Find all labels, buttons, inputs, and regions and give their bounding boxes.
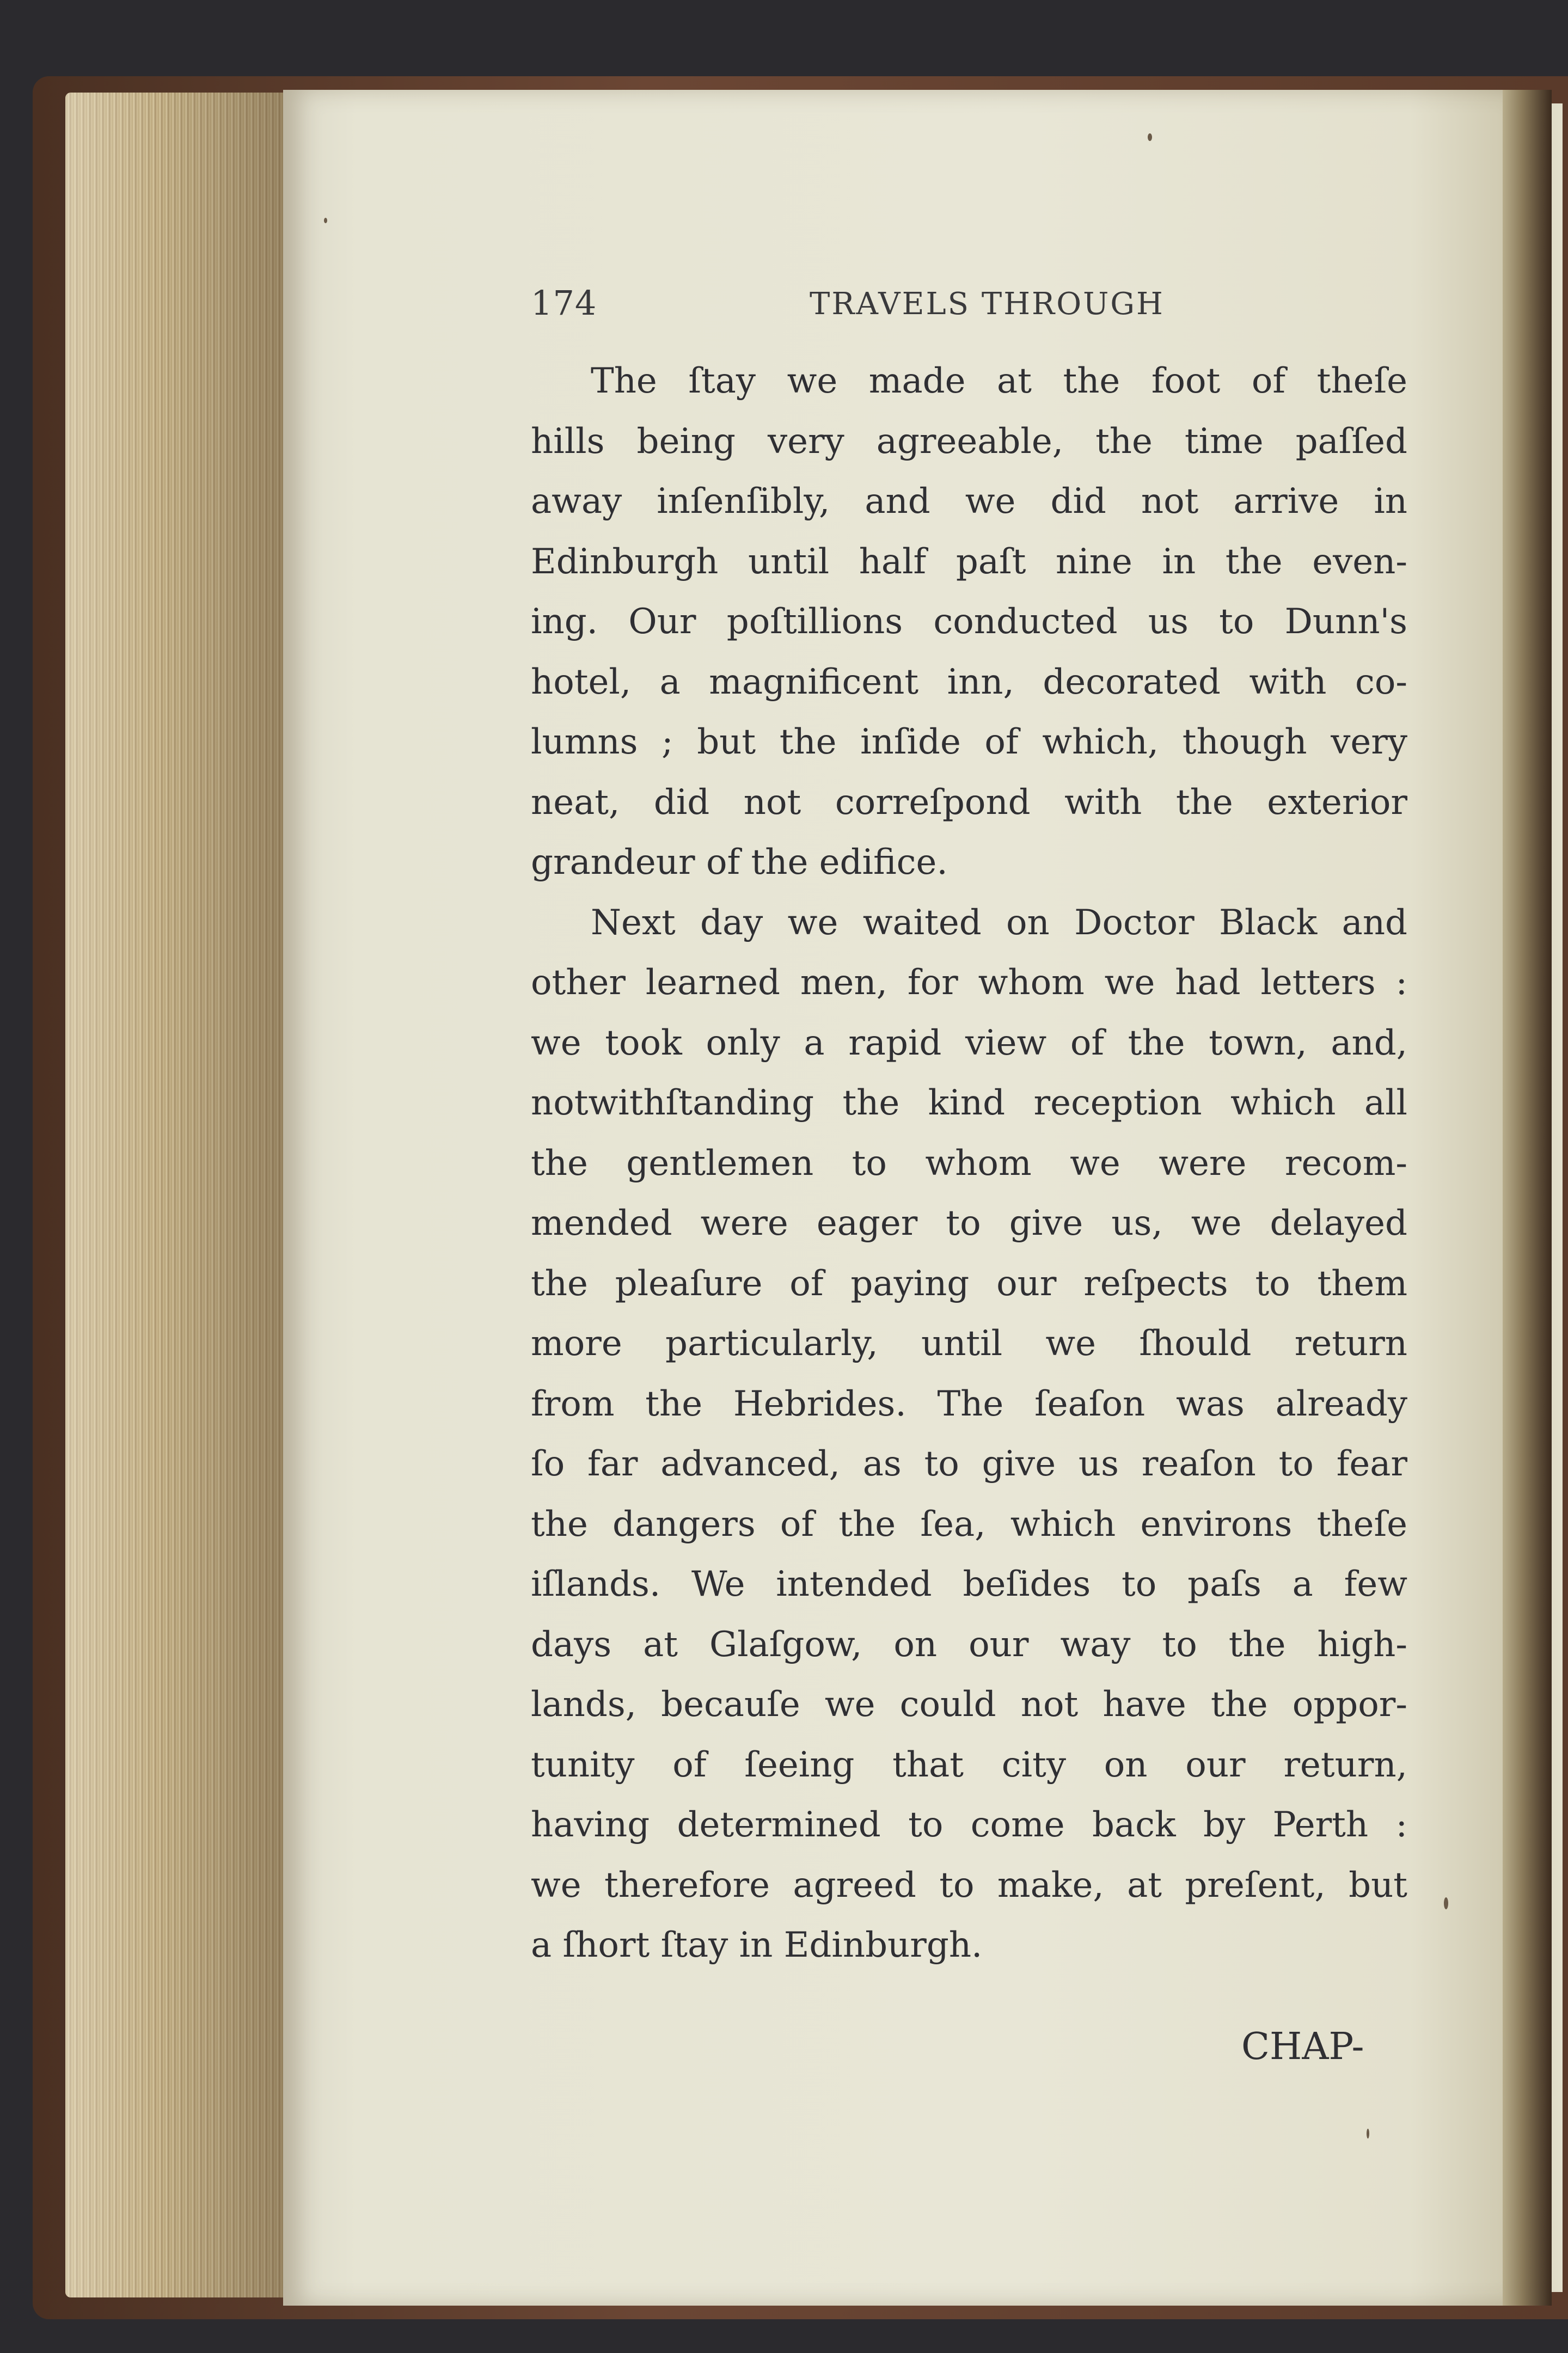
paper-speck xyxy=(1148,133,1152,141)
text-line: tunity of ſeeing that city on our return, xyxy=(531,1744,1407,1785)
text-line: lands, becauſe we could not have the oppor- xyxy=(531,1684,1407,1725)
text-line: Edinburgh until half paſt nine in the even- xyxy=(531,541,1407,582)
text-line: ing. Our poſtillions conducted us to Dunn's xyxy=(531,602,1407,642)
text-line: The ſtay we made at the foot of theſe xyxy=(591,361,1407,401)
page-gutter xyxy=(1503,90,1552,2306)
text-line: iſlands. We intended beſides to paſs a few xyxy=(531,1564,1407,1604)
paper-speck xyxy=(1367,2129,1369,2138)
text-line: we therefore agreed to make, at preſent, but xyxy=(531,1865,1407,1905)
text-line: Next day we waited on Doctor Black and xyxy=(591,902,1407,943)
paper-speck xyxy=(1444,1897,1448,1909)
text-line: lumns ; but the inſide of which, though very xyxy=(531,722,1407,762)
text-line: the gentlemen to whom we were recom- xyxy=(531,1143,1407,1184)
text-line: ſo far advanced, as to give us reaſon to fear xyxy=(531,1444,1407,1484)
text-line: neat, did not correſpond with the exterior xyxy=(531,782,1407,823)
text-line: days at Glaſgow, on our way to the high- xyxy=(531,1624,1407,1665)
text-line: mended were eager to give us, we delayed xyxy=(531,1203,1407,1243)
text-line: the pleaſure of paying our reſpects to them xyxy=(531,1263,1407,1304)
text-line: a ſhort ſtay in Edinburgh. xyxy=(531,1925,983,1965)
text-line: hotel, a magnificent inn, decorated with co- xyxy=(531,661,1407,702)
page-header xyxy=(531,283,1402,332)
paper-speck xyxy=(324,218,327,223)
text-line: more particularly, until we ſhould return xyxy=(531,1323,1407,1364)
page-block-shading xyxy=(65,93,294,2297)
text-line: grandeur of the edifice. xyxy=(531,842,948,883)
text-line: from the Hebrides. The ſeaſon was already xyxy=(531,1383,1407,1424)
text-line: the dangers of the ſea, which environs theſe xyxy=(531,1504,1407,1545)
page-body-text xyxy=(531,351,1407,1976)
page-number: 174 xyxy=(531,283,597,323)
text-line: away inſenſibly, and we did not arrive in xyxy=(531,481,1407,522)
text-line: other learned men, for whom we had letters : xyxy=(531,963,1407,1003)
catchword: CHAP- xyxy=(1241,2025,1364,2068)
text-line: we took only a rapid view of the town, and, xyxy=(531,1022,1407,1063)
running-head: TRAVELS THROUGH xyxy=(810,286,1165,322)
text-line: hills being very agreeable, the time paſſed xyxy=(531,421,1407,462)
text-line: notwithſtanding the kind reception which all xyxy=(531,1083,1407,1123)
text-line: having determined to come back by Perth : xyxy=(531,1805,1407,1845)
